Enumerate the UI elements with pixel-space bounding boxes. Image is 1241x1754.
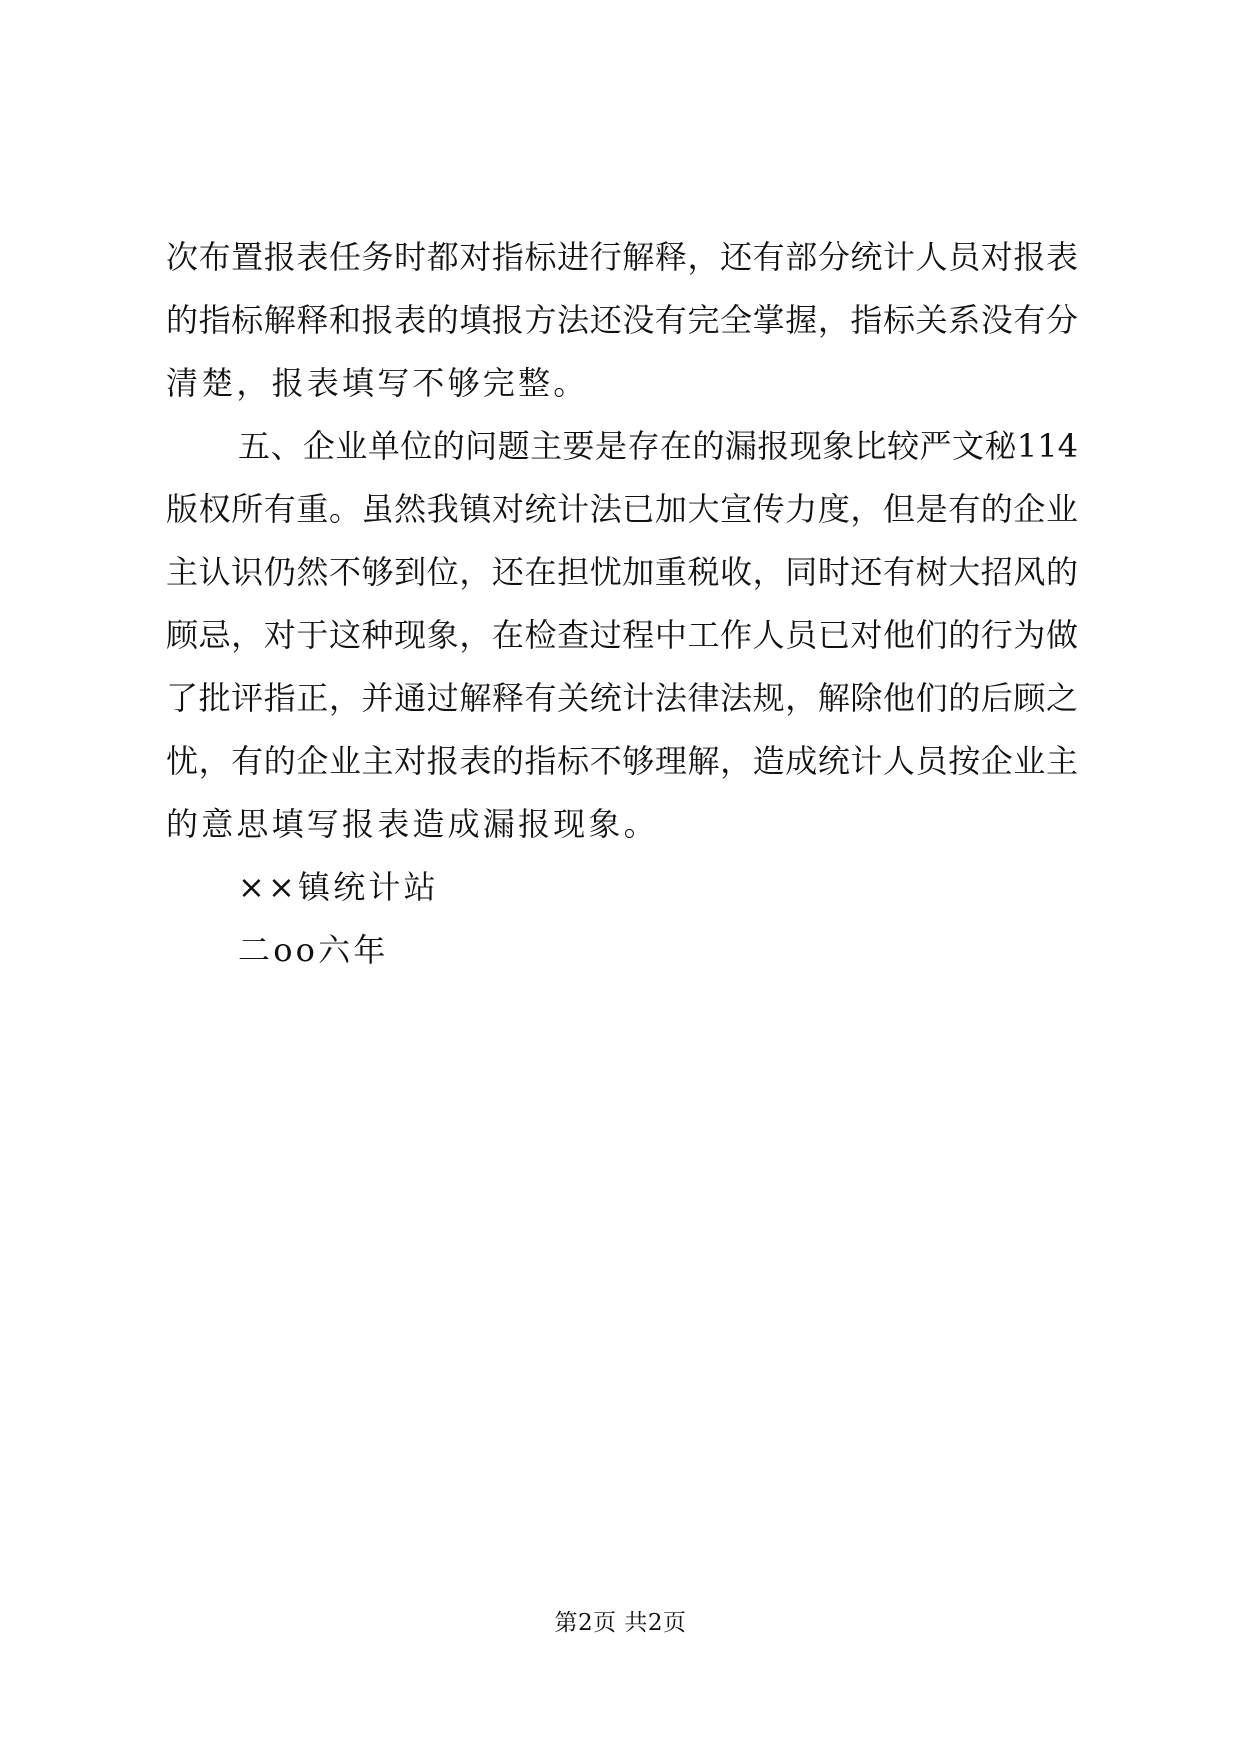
paragraph-enterprise-issues (166, 415, 1078, 856)
paragraph-statistics-personnel (166, 226, 1078, 415)
paragraph-line: 了批评指正，并通过解释有关统计法律法规，解除他们的后顾之 (166, 679, 1078, 717)
paragraph-line: 的意思填写报表造成漏报现象。 (166, 805, 659, 843)
signature-block (166, 856, 1078, 982)
paragraph-line: 主认识仍然不够到位，还在担忧加重税收，同时还有树大招风的 (166, 553, 1078, 591)
paragraph-line: 次布置报表任务时都对指标进行解释，还有部分统计人员对报表 (166, 238, 1078, 276)
signature-date: 二oo六年 (238, 931, 389, 969)
paragraph-line: 版权所有重。虽然我镇对统计法已加大宣传力度，但是有的企业 (166, 490, 1078, 528)
paragraph-line: 忧，有的企业主对报表的指标不够理解，造成统计人员按企业主 (166, 742, 1078, 780)
paragraph-line: 五、企业单位的问题主要是存在的漏报现象比较严文秘114 (238, 427, 1078, 465)
document-body (166, 226, 1078, 982)
signature-organization: ××镇统计站 (238, 868, 439, 906)
page-footer: 第2页 共2页 (554, 1610, 687, 1636)
paragraph-line: 的指标解释和报表的填报方法还没有完全掌握，指标关系没有分 (166, 301, 1078, 339)
paragraph-line: 清楚，报表填写不够完整。 (166, 364, 589, 402)
paragraph-line: 顾忌，对于这种现象，在检查过程中工作人员已对他们的行为做 (166, 616, 1078, 654)
